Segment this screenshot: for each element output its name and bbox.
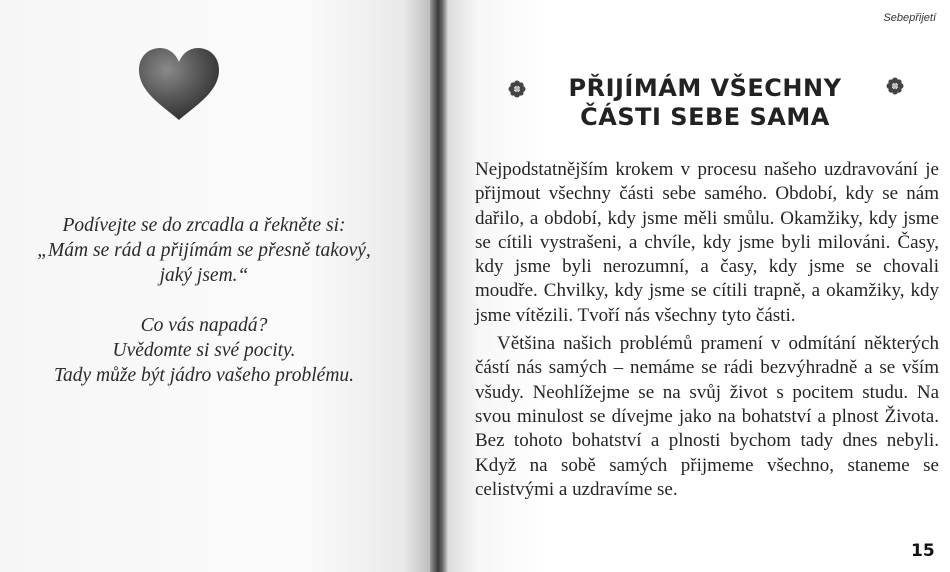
running-head: Sebepřijetí	[883, 12, 936, 24]
prompt-line: Uvědomte si své pocity.	[112, 340, 296, 361]
body-text	[475, 158, 939, 502]
heart-icon	[137, 46, 221, 122]
paragraph: Nejpodstatnějším krokem v procesu našeho uzdravování je přijmout všechny části sebe samého. Období, kdy se nám dařilo, a období, kdy jsme měli smůlu. Okamžiky, kdy jsme se cítili vystrašeni, a chvíle, kdy jsme byli milováni. Časy, kdy jsme byli nerozumní, a časy, kdy jsme se chovali moudře. Chvilky, kdy jsme se cítili trapně, a okamžiky, kdy jsme vítězili. Tvoří nás všechny tyto části.	[475, 159, 939, 326]
left-page	[0, 0, 430, 572]
chapter-title-line: ČÁSTI SEBE SAMA	[580, 103, 830, 131]
quote-line: „Mám se rád a přijímám se přesně takový,	[37, 240, 371, 261]
chapter-title-line: PŘIJÍMÁM VŠECHNY	[568, 74, 842, 102]
page-number: 15	[911, 541, 935, 561]
quote-line: jaký jsem.“	[159, 265, 249, 286]
quote-line: Podívejte se do zrcadla a řekněte si:	[62, 215, 346, 236]
chapter-title	[500, 74, 910, 132]
prompt-line: Co vás napadá?	[140, 315, 268, 336]
prompt-line: Tady může být jádro vašeho problému.	[53, 365, 355, 386]
mirror-quote	[10, 213, 398, 388]
paragraph: Většina našich problémů pramení v odmítání některých částí nás samých – nemáme se rádi bezvýhradně a se vším všudy. Neohlížejme se na svůj život s pocitem studu. Na svou minulost se dívejme jako na bohatství a plnost Života. Bez tohoto bohatství a plnosti bychom tady dnes nebyli. Když na sobě samých přijmeme všechno, staneme se celistvými a uzdravíme se.	[475, 333, 939, 500]
book-gutter	[430, 0, 448, 572]
